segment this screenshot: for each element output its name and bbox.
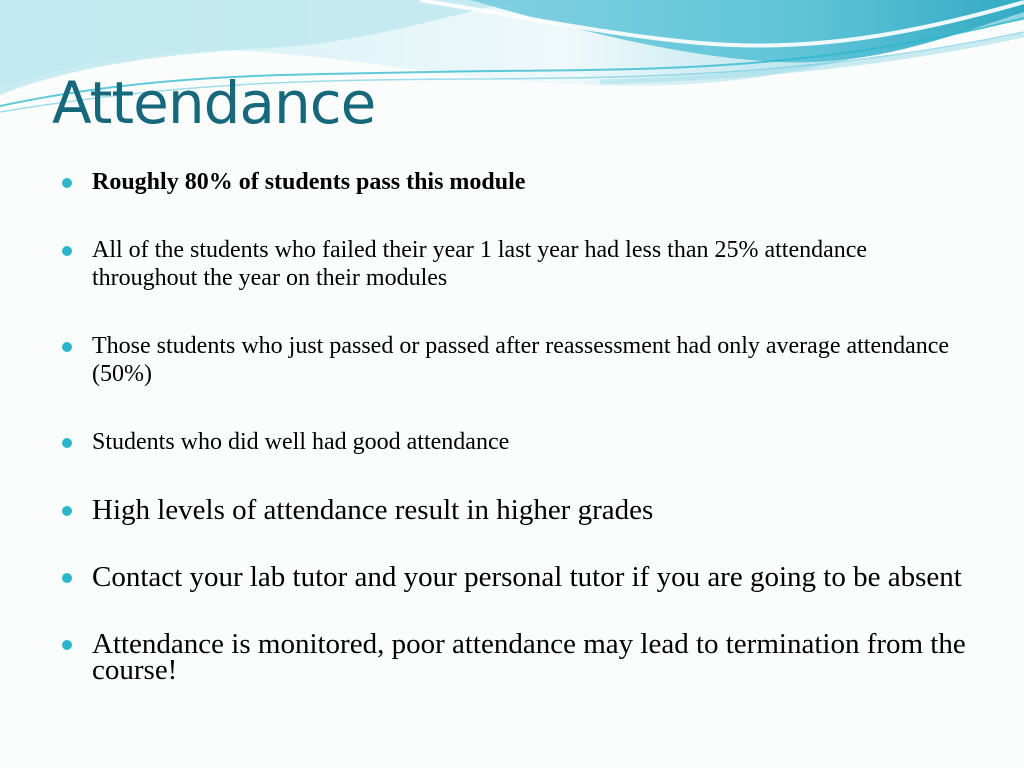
bullet-text: Contact your lab tutor and your personal tutor if you are going to be absent bbox=[92, 561, 962, 593]
bullet-text: Attendance is monitored, poor attendance may lead to termination from the course! bbox=[92, 628, 966, 686]
circle-bullet-icon bbox=[62, 246, 72, 256]
circle-bullet-icon bbox=[62, 640, 72, 650]
bullet-item bbox=[62, 428, 972, 456]
bullet-text: Students who did well had good attendance bbox=[92, 429, 510, 455]
bullet-text: All of the students who failed their year 1 last year had less than 25% attendance throughout the year on their modules bbox=[92, 237, 868, 291]
circle-bullet-icon bbox=[62, 573, 72, 583]
bullet-list bbox=[62, 168, 972, 686]
bullet-text: Roughly 80% of students pass this module bbox=[92, 169, 526, 195]
circle-bullet-icon bbox=[62, 506, 72, 516]
circle-bullet-icon bbox=[62, 178, 72, 188]
bullet-text: High levels of attendance result in higher grades bbox=[92, 494, 654, 526]
bullet-item bbox=[62, 561, 972, 593]
circle-bullet-icon bbox=[62, 438, 72, 448]
bullet-item bbox=[62, 236, 972, 292]
bullet-item bbox=[62, 332, 972, 388]
slide-title: Attendance bbox=[52, 69, 376, 137]
bullet-text: Those students who just passed or passed after reassessment had only average attendance (50%) bbox=[92, 333, 950, 387]
bullet-item bbox=[62, 168, 972, 196]
bullet-item bbox=[62, 628, 972, 686]
circle-bullet-icon bbox=[62, 342, 72, 352]
bullet-item bbox=[62, 494, 972, 526]
